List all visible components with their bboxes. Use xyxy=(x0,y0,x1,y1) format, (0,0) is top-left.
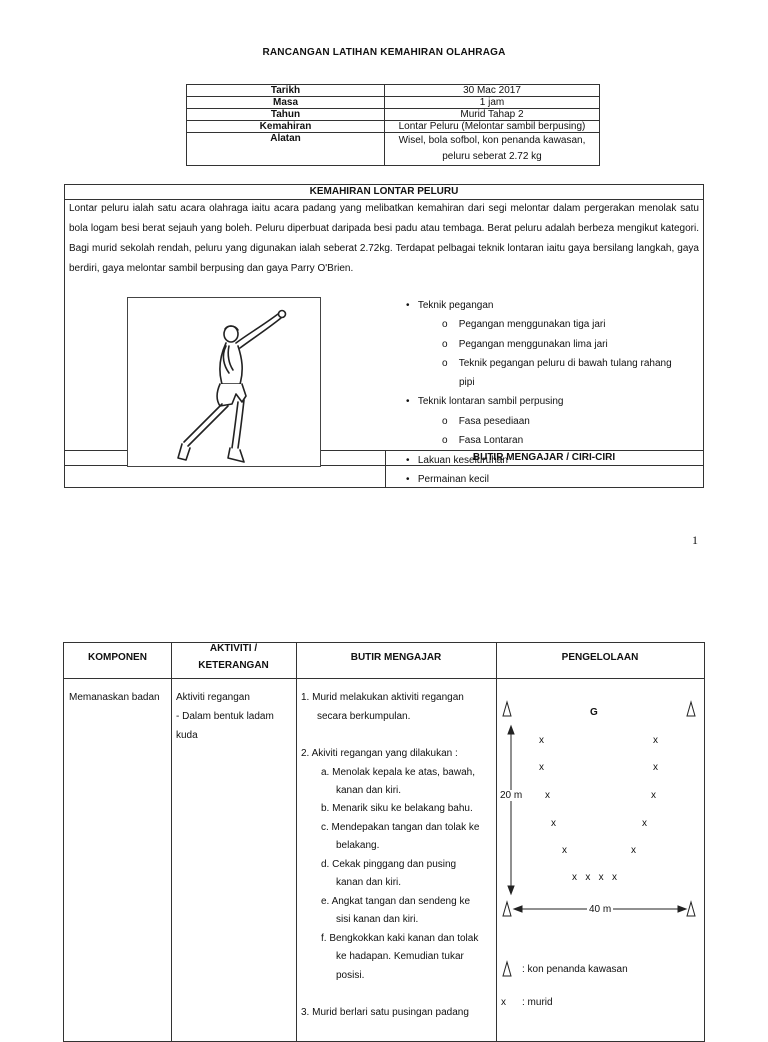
aktiviti-line: Aktiviti regangan xyxy=(176,692,250,703)
student-marker: x xyxy=(551,818,556,829)
teacher-marker: G xyxy=(590,707,598,718)
header-divider xyxy=(64,678,704,679)
butir-line: 2. Akiviti regangan yang dilakukan : xyxy=(301,748,458,759)
table-row xyxy=(187,109,600,121)
info-key: Tarikh xyxy=(187,85,385,97)
cone-icon xyxy=(503,902,511,916)
student-marker: x xyxy=(539,735,544,746)
point-text: pipi xyxy=(459,377,475,388)
bullet: • xyxy=(406,300,410,311)
info-key: Kemahiran xyxy=(187,121,385,133)
butir-line: kanan dan kiri. xyxy=(336,785,402,796)
list-item xyxy=(442,339,608,351)
table-row xyxy=(187,133,600,166)
bullet: • xyxy=(406,396,410,407)
bullet: o xyxy=(442,435,448,446)
info-value-multiline xyxy=(385,133,600,166)
legend-cone-text: : kon penanda kawasan xyxy=(522,964,628,975)
butir-line: d. Cekak pinggang dan pusing xyxy=(321,859,457,870)
komponen-text: Memanaskan badan xyxy=(69,692,160,703)
list-item xyxy=(406,396,564,408)
list-item xyxy=(442,358,672,370)
info-key: Masa xyxy=(187,97,385,109)
arrow-right-icon xyxy=(678,906,686,912)
formation-diagram xyxy=(498,690,703,1024)
student-marker: x xyxy=(651,790,656,801)
column-divider xyxy=(496,643,497,1041)
butir-line: kanan dan kiri. xyxy=(336,877,402,888)
list-item xyxy=(442,319,605,331)
column-divider xyxy=(385,450,386,487)
col-butir-mengajar: BUTIR MENGAJAR / CIRI-CIRI xyxy=(472,452,616,463)
skill-heading: KEMAHIRAN LONTAR PELURU xyxy=(65,185,703,200)
info-value-line: Wisel, bola sofbol, kon penanda kawasan, xyxy=(398,135,586,146)
bullet: o xyxy=(442,358,448,369)
cone-icon xyxy=(503,702,511,716)
student-marker: x xyxy=(653,735,658,746)
arrow-left-icon xyxy=(514,906,522,912)
distance-label-20m: 20 m xyxy=(500,790,523,801)
point-text: Teknik pegangan xyxy=(417,300,494,311)
info-value: Murid Tahap 2 xyxy=(385,109,600,121)
point-text: Permainan kecil xyxy=(417,474,490,485)
arrow-down-icon xyxy=(508,886,514,894)
butir-line: c. Mendepakan tangan dan tolak ke xyxy=(321,822,480,833)
point-text: Pegangan menggunakan tiga jari xyxy=(458,319,606,330)
arrow-up-icon xyxy=(508,726,514,734)
page-title: RANCANGAN LATIHAN KEMAHIRAN OLAHRAGA xyxy=(262,47,506,58)
butir-line: belakang. xyxy=(336,840,380,851)
butir-line: posisi. xyxy=(336,970,365,981)
skill-paragraph: Lontar peluru ialah satu acara olahraga iaitu acara padang yang melibatkan kemahiran dari segi melontar dalam pergerakan menolak satu bola logam besi berat sejauh yang boleh. Peluru diperbuat daripada besi padu atau tembaga. Berat peluru adalah berbeza mengikut kategori. Bagi murid sekolah rendah, peluru yang digunakan ialah seberat 2.72kg. Terdapat pelbagai teknik lontaran iaitu gaya bersilang langkah, gaya berdiri, gaya melontar sambil berpusing dan gaya Parry O'Brien. xyxy=(69,203,699,274)
table-row xyxy=(187,97,600,109)
bullet: • xyxy=(406,474,410,485)
butir-line: f. Bengkokkan kaki kanan dan tolak xyxy=(321,933,479,944)
list-item xyxy=(442,416,530,428)
column-divider xyxy=(171,643,172,1041)
butir-line: 3. Murid berlari satu pusingan padang xyxy=(301,1007,469,1018)
butir-line: secara berkumpulan. xyxy=(317,711,411,722)
butir-line: b. Menarik siku ke belakang bahu. xyxy=(321,803,473,814)
shot-put-illustration xyxy=(127,297,321,467)
column-divider xyxy=(296,643,297,1041)
header-aktiviti-line1: AKTIVITI / xyxy=(209,643,258,654)
header-butir-mengajar: BUTIR MENGAJAR xyxy=(350,652,442,663)
cone-icon xyxy=(503,962,511,976)
bullet: o xyxy=(442,416,448,427)
butir-line: ke hadapan. Kemudian tukar xyxy=(336,951,464,962)
legend-student-text: : murid xyxy=(522,997,553,1008)
legend-student-marker: x xyxy=(501,997,506,1008)
header-aktiviti-line2: KETERANGAN xyxy=(198,660,269,671)
info-value: 1 jam xyxy=(385,97,600,109)
thrower-figure xyxy=(128,298,320,466)
bullet: o xyxy=(442,319,448,330)
butir-line: 1. Murid melakukan aktiviti regangan xyxy=(301,692,464,703)
student-row: x x x x xyxy=(572,872,618,883)
bullet: • xyxy=(406,455,410,466)
student-marker: x xyxy=(545,790,550,801)
aktiviti-line: kuda xyxy=(176,730,198,741)
point-text: Pegangan menggunakan lima jari xyxy=(458,339,608,350)
student-marker: x xyxy=(539,762,544,773)
info-table xyxy=(186,84,600,166)
point-text: Lakuan keseluruhan xyxy=(417,455,508,466)
header-pengelolaan: PENGELOLAAN xyxy=(561,652,639,663)
bullet: o xyxy=(442,339,448,350)
point-text: Fasa pesediaan xyxy=(458,416,530,427)
cone-icon xyxy=(687,702,695,716)
info-value: Lontar Peluru (Melontar sambil berpusing) xyxy=(385,121,600,133)
list-item xyxy=(406,455,508,467)
distance-label-40m: 40 m xyxy=(589,904,612,915)
butir-line: sisi kanan dan kiri. xyxy=(336,914,419,925)
page-number: 1 xyxy=(692,533,698,547)
header-komponen: KOMPONEN xyxy=(88,652,147,663)
cone-icon xyxy=(687,902,695,916)
table-row xyxy=(187,85,600,97)
student-marker: x xyxy=(653,762,658,773)
point-text: Fasa Lontaran xyxy=(458,435,524,446)
info-value-line: peluru seberat 2.72 kg xyxy=(442,151,542,162)
aktiviti-line: - Dalam bentuk ladam xyxy=(176,711,274,722)
student-marker: x xyxy=(642,818,647,829)
list-item xyxy=(406,474,489,486)
point-text: Teknik lontaran sambil perpusing xyxy=(417,396,564,407)
point-text: Teknik pegangan peluru di bawah tulang rahang xyxy=(458,358,672,369)
info-value: 30 Mac 2017 xyxy=(385,85,600,97)
list-item xyxy=(442,435,523,447)
info-key: Tahun xyxy=(187,109,385,121)
butir-line: e. Angkat tangan dan sendeng ke xyxy=(321,896,471,907)
table-row xyxy=(187,121,600,133)
list-item-continuation xyxy=(459,377,475,389)
list-item xyxy=(406,300,493,312)
student-marker: x xyxy=(631,845,636,856)
butir-line: a. Menolak kepala ke atas, bawah, xyxy=(321,767,475,778)
student-marker: x xyxy=(562,845,567,856)
info-key: Alatan xyxy=(187,133,385,166)
